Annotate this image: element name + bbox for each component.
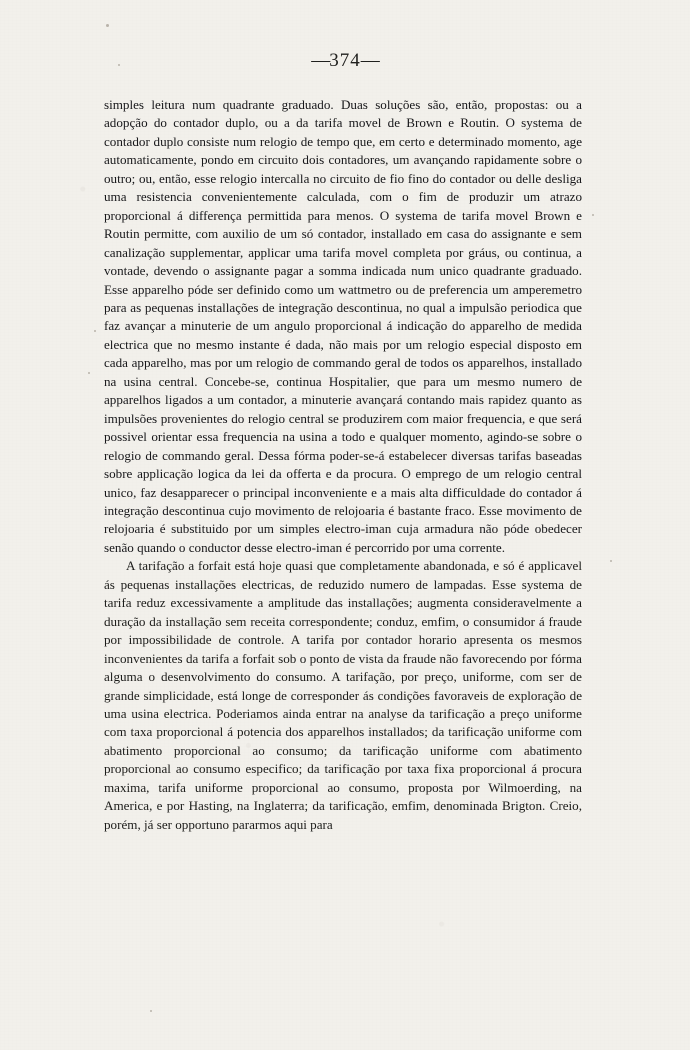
paragraph: A tarifação a forfait está hoje quasi que completamente abandonada, e só é applicavel ás pequenas installações electricas, de reduzido numero de lampadas. Esse systema de tarifa reduz excessivamente a amplitude das installações; augmenta consideravelmente a duração da installação sem receita correspondente; conduz, emfim, o consumidor á fraude por impossibilidade de controle. A tarifa por contador horario apresenta os mesmos inconvenientes da tarifa a forfait sob o ponto de vista da fraude não favorecendo por fórma alguma o desenvolvimento do consumo. A tarifação, por preço, uniforme, com ser de grande simplicidade, está longe de corresponder ás condições favoraveis de exploração de uma usina electrica. Poderiamos ainda entrar na analyse da tarificação a preço uniforme com taxa proporcional á potencia dos apparelhos installados; da tarificação uniforme com abatimento proporcional ao consumo; da tarificação uniforme com abatimento proporcional ao consumo especifico; da tarificação por taxa fixa proporcional á procura maxima, tarifa uniforme proporcional ao consumo, proposta por Wilmoerding, na America, e por Hasting, na Inglaterra; da tarificação, emfim, denominada Brigton. Creio, porém, já ser opportuno pararmos aqui para xyxy=(104,558,582,832)
page-speck xyxy=(150,1010,152,1012)
page-speck xyxy=(88,372,90,374)
page-body xyxy=(104,96,582,834)
page-speck xyxy=(592,214,594,216)
page-number xyxy=(0,50,690,72)
page-speck xyxy=(610,560,612,562)
page-speck xyxy=(106,24,109,27)
folio-dash-right: — xyxy=(360,50,379,71)
folio-number: 374 xyxy=(329,50,361,71)
folio-dash-left: — xyxy=(311,50,330,71)
page-speck xyxy=(94,330,96,332)
paragraph: simples leitura num quadrante graduado. Duas soluções são, então, propostas: ou a adopção do contador duplo, ou a da tarifa movel de Brown e Routin. O systema de contador duplo consiste num relogio de tempo que, em certo e determinado momento, age automaticamente, pondo em circuito dois contadores, um avançando rapidamente sobre o outro; ou, então, esse relogio intercalla no circuito de fio fino do contador ou delle desliga uma resistencia convenientemente calculada, com o fim de produzir um atrazo proporcional á differença permittida para menos. O systema de tarifa movel Brown e Routin permitte, com auxilio de um só contador, installado em casa do assignante e sem canalização supplementar, applicar uma tarifa movel completa por gráus, ou continua, a vontade, devendo o assignante pagar a somma indicada num unico quadrante graduado. Esse apparelho póde ser definido como um wattmetro ou de preferencia um amperemetro para as pequenas installações de integração descontinua, no qual a impulsão periodica que faz avançar a minuterie de um angulo proporcional á indicação do apparelho de medida electrica que no mesmo instante é dada, não mais por um relogio especial disposto em cada apparelho, mas por um relogio de commando geral de todos os apparelhos, installado na usina central. Concebe-se, continua Hospitalier, que para um mesmo numero de apparelhos ligados a um contador, a minuterie avançará contando mais rapidez quanto as impulsões provenientes do relogio central se produzirem com maior frequencia, e que será possivel orientar essa frequencia na usina a todo e qualquer momento, agindo-se sobre o relogio de commando geral. Dessa fórma poder-se-á estabelecer diversas tarifas baseadas sobre applicação logica da lei da offerta e da procura. O emprego de um relogio central unico, faz desapparecer o principal inconveniente e a mais alta difficuldade do contador á integração descontinua cujo movimento de relojoaria é bastante fraco. Esse movimento de relojoaria é substituido por um simples electro-iman cuja armadura não póde obedecer senão quando o conductor desse electro-iman é percorrido por uma corrente. xyxy=(104,97,582,555)
